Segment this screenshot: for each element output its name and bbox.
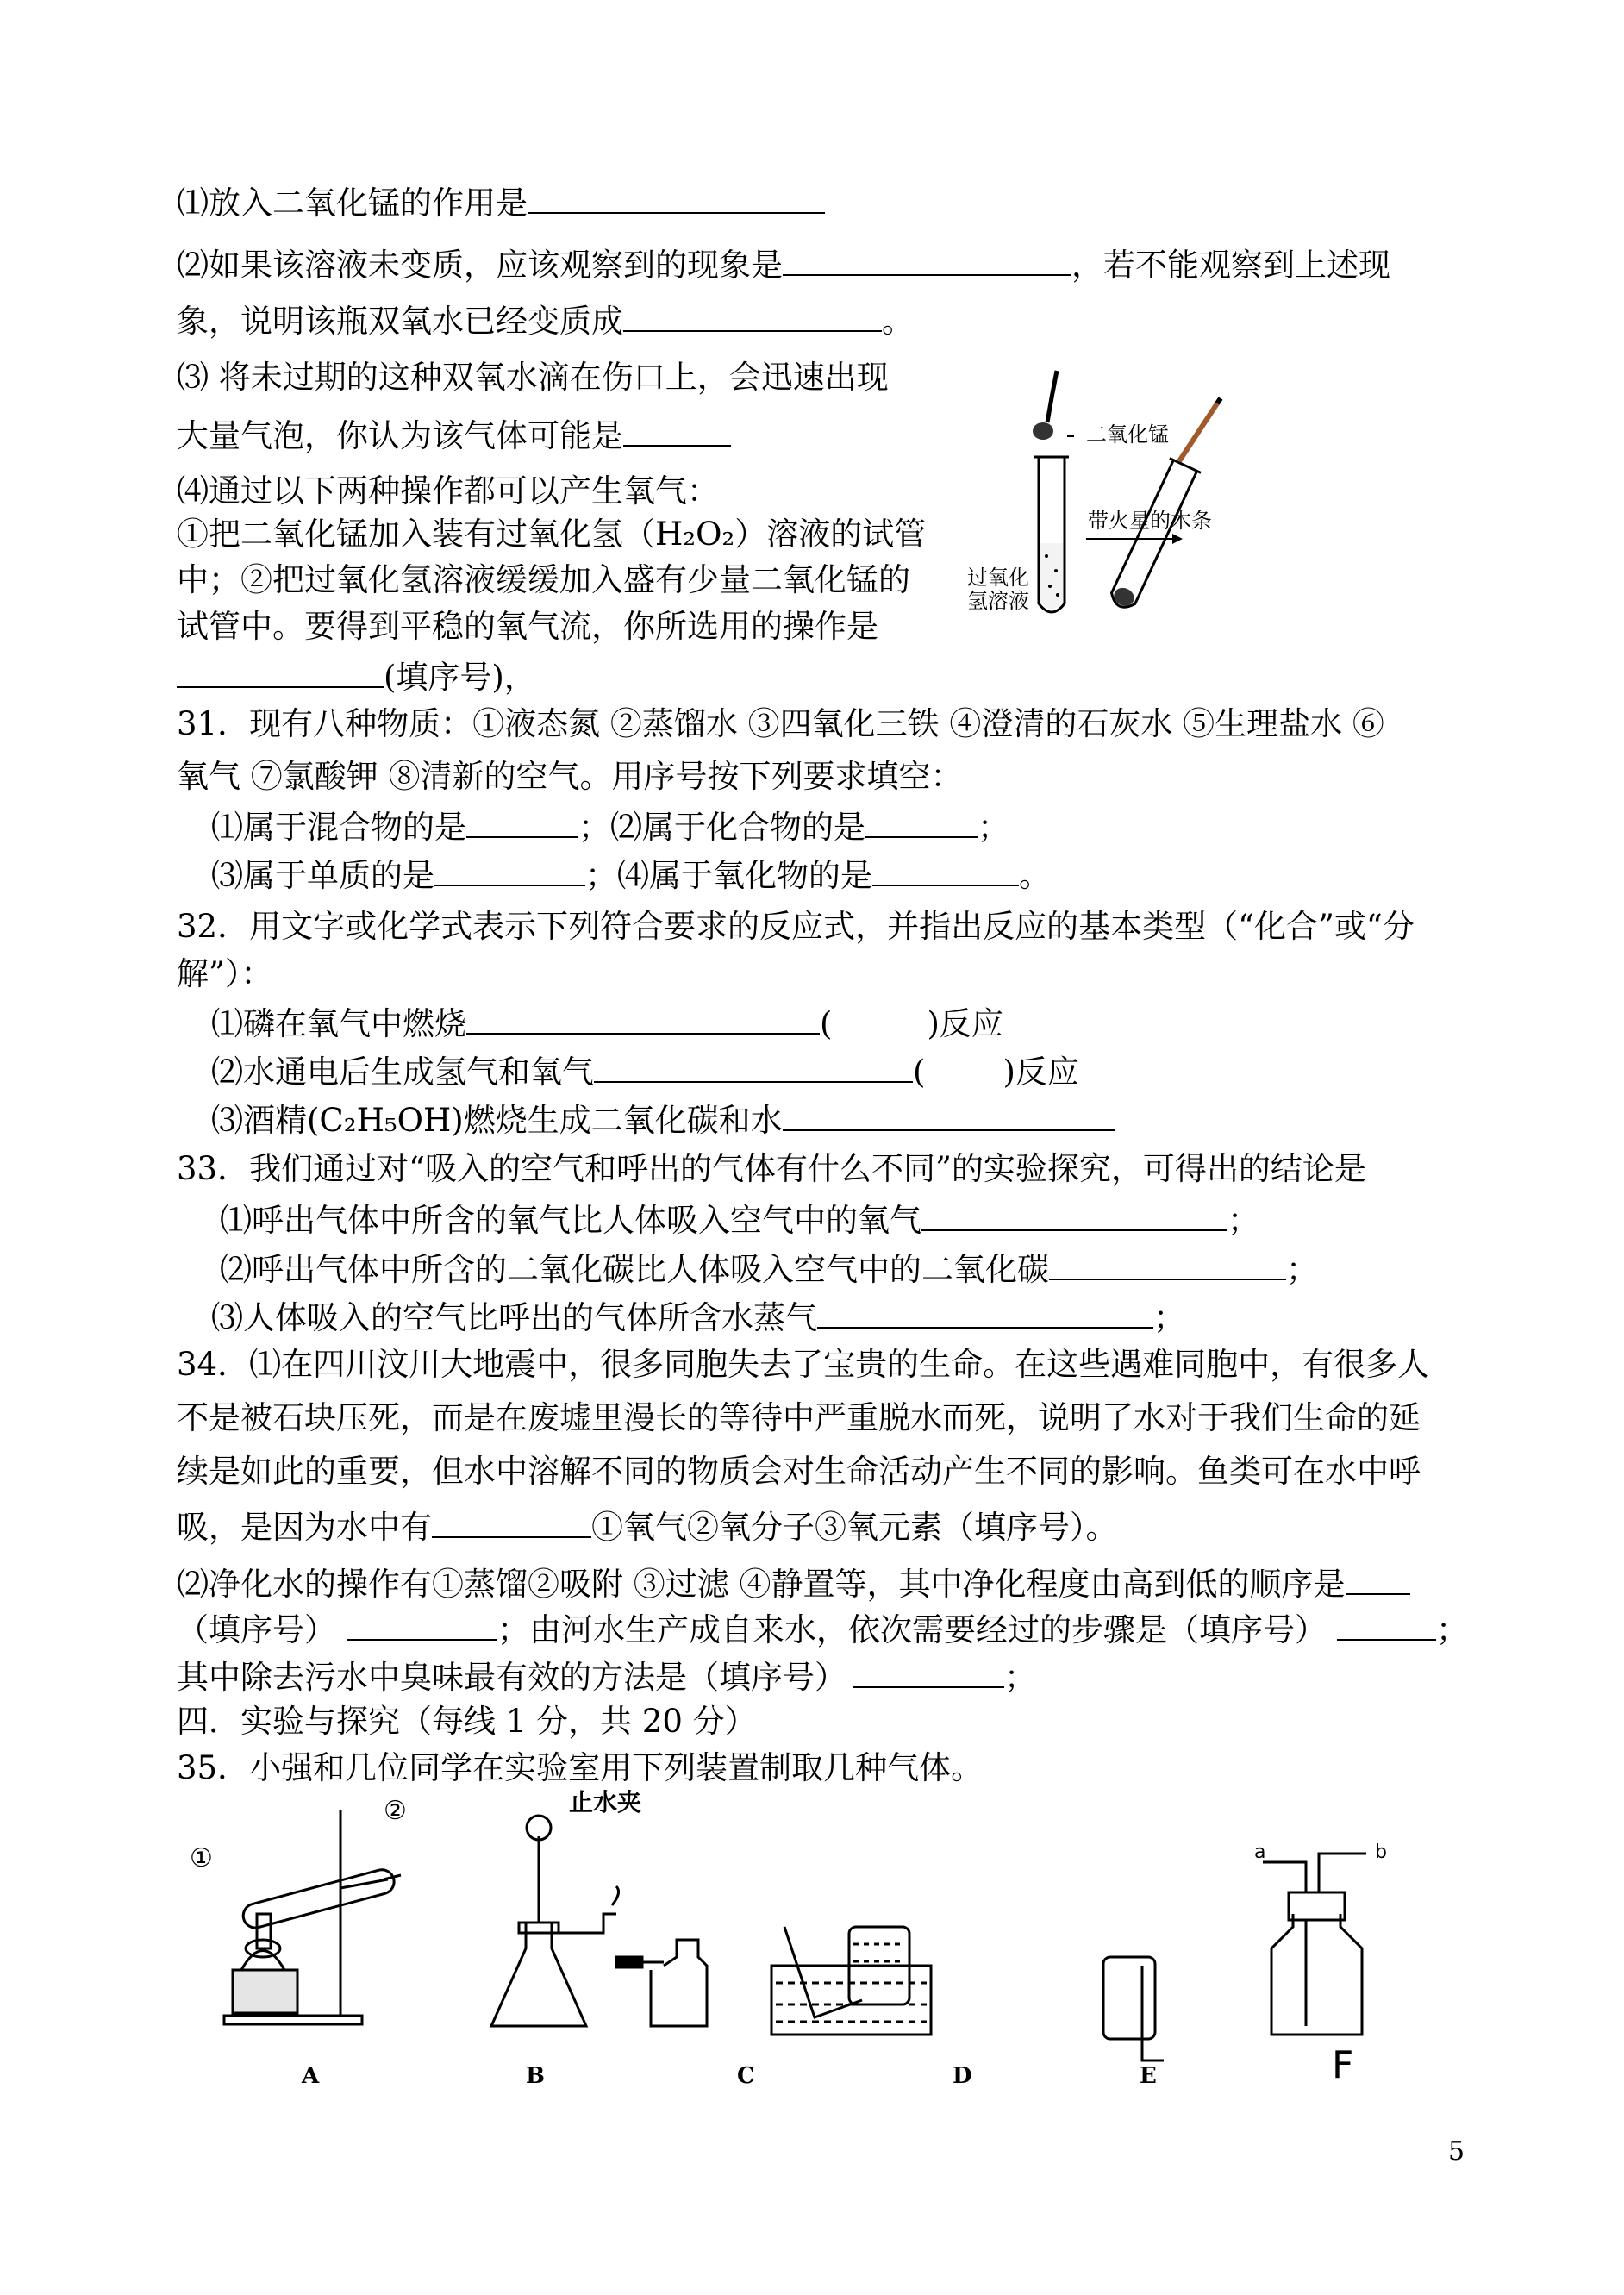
answer-blank[interactable] [434,854,585,886]
q-text: ； [1004,1659,1036,1696]
label-a: a [1254,1842,1266,1863]
answer-blank[interactable] [623,414,731,447]
q31-line1 [177,704,1384,744]
gas-apparatus-figure [181,1785,1474,2095]
q-text: ⑵如果该溶液未变质，应该观察到的现象是 [177,247,783,284]
q-text: ；由河水生产成自来水，依次需要经过的步骤是（填序号） [497,1611,1327,1648]
q-text: 其中除去污水中臭味最有效的方法是（填序号） [177,1659,846,1696]
q-text: 34．⑴在四川汶川大地震中，很多同胞失去了宝贵的生命。在这些遇难同胞中，有很多人 [177,1346,1430,1383]
answer-blank[interactable] [594,1050,913,1083]
mark-1: ① [190,1843,213,1873]
mno2-test-tube-figure [957,345,1233,629]
q-part2-line2 [177,299,914,341]
q-part4-line5 [177,655,536,697]
q-text: 氧气 ⑦氯酸钾 ⑧清新的空气。用序号按下列要求填空： [177,758,963,795]
label-h2o2-line1: 过氧化 [967,566,1029,590]
q-text: ； [1286,1251,1318,1288]
label-h2o2-line2: 氢溶液 [967,589,1029,613]
q-text: ；⑵属于化合物的是 [578,809,865,846]
q-text: 吸，是因为水中有 [177,1509,432,1546]
q-text: ⑶属于单质的是 [211,857,434,894]
answer-blank[interactable] [466,805,578,838]
q-text: ⑵净化水的操作有①蒸馏②吸附 ③过滤 ④静置等，其中净化程度由高到低的顺序是 [177,1566,1346,1603]
q-text: ⑴放入二氧化锰的作用是 [177,184,528,222]
label-b: b [1375,1842,1387,1863]
answer-blank[interactable] [1049,1248,1286,1280]
q-text: )反应 [1003,1054,1079,1091]
q32-line2 [177,954,272,994]
q32-line1 [177,907,1415,947]
q31-line2 [177,757,963,797]
q-text: 35．小强和几位同学在实验室用下列装置制取几种气体。 [177,1749,984,1786]
answer-blank[interactable] [347,1608,497,1641]
caption-a: A [302,2063,320,2089]
q33-line3 [220,1248,1318,1290]
q-text: ⑶酒精(C₂H₅OH)燃烧生成二氧化碳和水 [211,1102,783,1139]
q34-line1 [177,1345,1429,1385]
q-text: ( [820,1005,833,1042]
q-text: ，若不能观察到上述现 [1071,247,1390,284]
q-text: 不是被石块压死，而是在废墟里漫长的等待中严重脱水而死，说明了水对于我们生命的延 [177,1399,1421,1436]
q-text: 。 [882,303,914,340]
q-text: ；⑷属于氧化物的是 [585,857,872,894]
q-text: )反应 [927,1005,1003,1042]
q-text: （填序号） [177,1611,336,1648]
answer-blank[interactable] [432,1505,591,1538]
q32-line5 [211,1098,1115,1141]
label-mno2: 二氧化锰 [1086,422,1169,447]
q-text: ； [1153,1299,1185,1336]
caption-b: B [526,2063,545,2089]
answer-blank[interactable] [623,299,882,332]
q-text: ； [978,809,1009,846]
q-text: 大量气泡，你认为该气体可能是 [177,417,623,454]
page-number: 5 [1448,2136,1465,2167]
q32-line3 [211,1002,1003,1044]
answer-blank[interactable] [528,181,825,214]
q-text: 。 [1019,857,1051,894]
q31-line4 [211,854,1051,896]
q-text: 解”）： [177,955,273,992]
q-text: 32．用文字或化学式表示下列符合要求的反应式，并指出反应的基本类型（“化合”或“分 [177,908,1415,945]
q-part4-line1 [177,472,719,511]
q-text: ； [1436,1611,1468,1648]
q34-line2 [177,1398,1421,1438]
q35-line1 [177,1748,983,1788]
q-text: ( [913,1054,926,1091]
answer-blank[interactable] [177,655,384,688]
q-part1 [177,181,825,223]
q-text: ； [1227,1202,1259,1239]
q34-line3 [177,1452,1421,1491]
q-text: 中；②把过氧化氢溶液缓缓加入盛有少量二氧化锰的 [177,561,910,598]
answer-blank[interactable] [783,1098,1115,1131]
caption-c: C [737,2063,755,2089]
q-text: 四．实验与探究（每线 1 分，共 20 分） [177,1703,757,1740]
answer-blank[interactable] [865,805,978,838]
q33-line4 [211,1296,1185,1338]
q33-line2 [220,1198,1259,1241]
q-text: (填序号)， [384,659,536,696]
q33-line1 [177,1149,1366,1189]
q-text: ①把二氧化锰加入装有过氧化氢（H₂O₂）溶液的试管 [177,516,927,553]
q34-line4 [177,1505,1118,1548]
answer-blank[interactable] [853,1655,1004,1688]
q-text: ⑵水通电后生成氢气和氧气 [211,1054,594,1091]
answer-blank[interactable] [466,1002,820,1035]
q32-line4 [211,1050,1079,1092]
caption-e: E [1140,2063,1157,2089]
q-text: ⑵呼出气体中所含的二氧化碳比人体吸入空气中的二氧化碳 [220,1251,1049,1288]
q-part4-line4 [177,607,878,647]
q-text: ⑴属于混合物的是 [211,809,466,846]
q-part3-line2 [177,414,731,456]
q31-line3 [211,805,1009,847]
caption-f: F [1332,2043,1354,2087]
q-text: ⑴磷在氧气中燃烧 [211,1005,466,1042]
q-text: ⑷通过以下两种操作都可以产生氧气： [177,472,719,510]
q-text: ⑶人体吸入的空气比呼出的气体所含水蒸气 [211,1299,817,1336]
clamp-label: 止水夹 [569,1788,642,1817]
mark-2: ② [384,1796,407,1826]
q34-line6 [177,1608,1468,1650]
answer-blank[interactable] [1346,1562,1410,1595]
q-text: 续是如此的重要，但水中溶解不同的物质会对生命活动产生不同的影响。鱼类可在水中呼 [177,1453,1421,1490]
answer-blank[interactable] [783,243,1071,276]
label-glowing-splint: 带火星的木条 [1088,509,1212,533]
caption-d: D [953,2063,972,2089]
answer-blank[interactable] [817,1296,1153,1329]
q34-line5 [177,1562,1410,1604]
section-4-heading [177,1702,757,1742]
q-text: 象，说明该瓶双氧水已经变质成 [177,303,623,340]
q34-line7 [177,1655,1036,1698]
q-text: 试管中。要得到平稳的氧气流，你所选用的操作是 [177,608,878,645]
answer-blank[interactable] [921,1198,1227,1231]
q-text: ①氧气②氧分子③氧元素（填序号）。 [591,1509,1118,1546]
answer-blank[interactable] [872,854,1019,886]
q-text: 31．现有八种物质：①液态氮 ②蒸馏水 ③四氧化三铁 ④澄清的石灰水 ⑤生理盐水 ⑥ [177,705,1384,742]
q-part4-line2 [177,515,926,554]
q-part3-line1 [177,358,889,397]
q-text: 33．我们通过对“吸入的空气和呼出的气体有什么不同”的实验探究，可得出的结论是 [177,1150,1366,1187]
answer-blank[interactable] [1337,1608,1436,1641]
q-part4-line3 [177,560,910,600]
q-part2-line1 [177,243,1390,285]
q-text: ⑴呼出气体中所含的氧气比人体吸入空气中的氧气 [220,1202,921,1239]
q-text: ⑶ 将未过期的这种双氧水滴在伤口上，会迅速出现 [177,359,889,396]
